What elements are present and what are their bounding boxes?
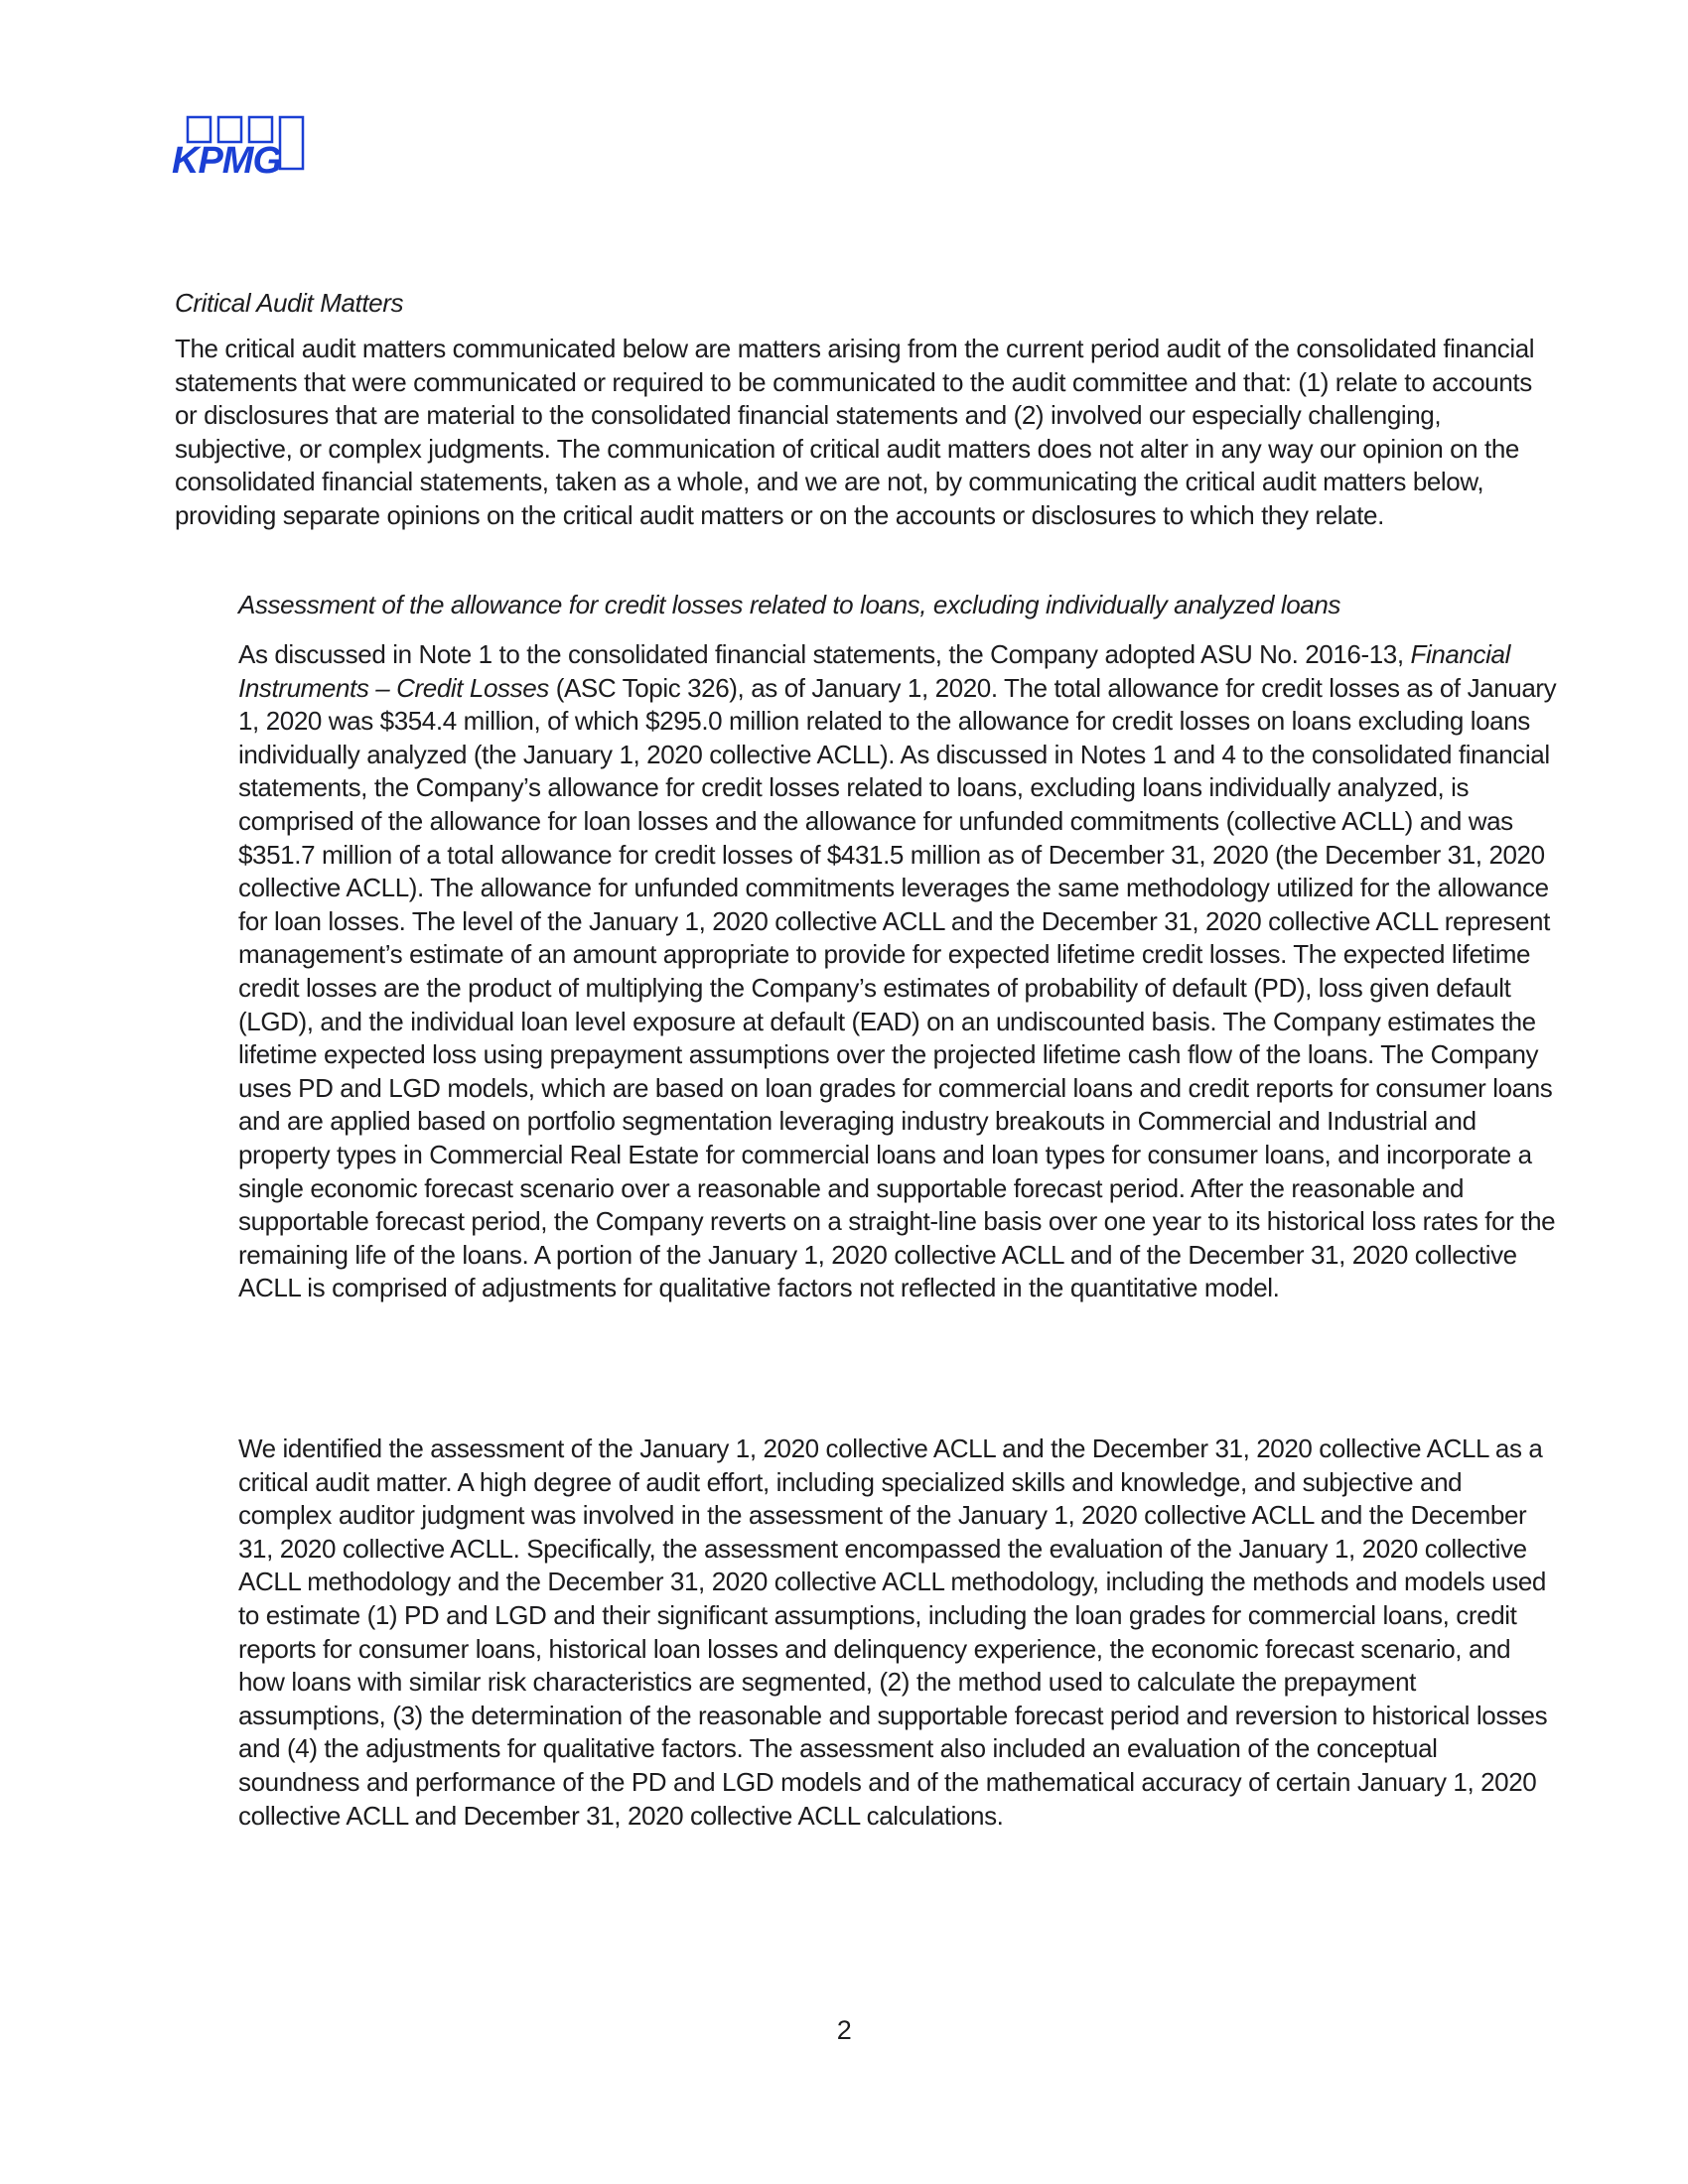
page-number: 2 [836,2015,852,2045]
paragraph-acll-rest: (ASC Topic 326), as of January 1, 2020. The total allowance for credit losses as of January 1, 2020 was $354.4 million, of which $295.0 million related to the allowance for credit losses on loans excluding loans individually analyzed (the January 1, 2020 collective ACLL). As discussed in Notes 1 and 4 to the consolidated financial statements, the Company’s allowance for credit losses related to loans, excluding loans individually analyzed, is comprised of the allowance for loan losses and the allowance for unfunded commitments (collective ACLL) and was $351.7 million of a total allowance for credit losses of $431.5 million as of December 31, 2020 (the December 31, 2020 collective ACLL). The allowance for unfunded commitments leverages the same methodology utilized for the allowance for loan losses. The level of the January 1, 2020 collective ACLL and the December 31, 2020 collective ACLL represent management’s estimate of an amount appropriate to provide for expected lifetime credit losses. The expected lifetime credit losses are the product of multiplying the Company’s estimates of probability of default (PD), loss given default (LGD), and the individual loan level exposure at default (EAD) on an undiscounted basis. The Company estimates the lifetime expected loss using prepayment assumptions over the projected lifetime cash flow of the loans. The Company uses PD and LGD models, which are based on loan grades for commercial loans and credit reports for consumer loans and are applied based on portfolio segmentation leveraging industry breakouts in Commercial and Industrial and property types in Commercial Real Estate for commercial loans and loan types for consumer loans, and incorporate a single economic forecast scenario over a reasonable and supportable forecast period. After the reasonable and supportable forecast period, the Company reverts on a straight-line basis over one year to its historical loss rates for the remaining life of the loans. A portion of the January 1, 2020 collective ACLL and of the December 31, 2020 collective ACLL is comprised of adjustments for qualitative factors not reflected in the quantitative model. [238,672,1557,1303]
paragraph-acll-description [238,638,1559,1305]
paragraph-acll-standard-title: Financial Instruments – Credit Losses [238,639,1510,703]
paragraph-critical-audit-matters-intro: The critical audit matters communicated below are matters arising from the current period audit of the consolidated financial statements that were communicated or required to be communicated to the audit committee and that: (1) relate to accounts or disclosures that are material to the consolidated financial statements and (2) involved our especially challenging, subjective, or complex judgments. The communication of critical audit matters does not alter in any way our opinion on the consolidated financial statements, taken as a whole, and we are not, by communicating the critical audit matters below, providing separate opinions on the critical audit matters or on the accounts or disclosures to which they relate. [175,334,1535,530]
kpmg-logo [171,111,320,183]
logo-box-1 [188,117,211,142]
paragraph-acll-lead: As discussed in Note 1 to the consolidated financial statements, the Company adopted ASU No. 2016-13, [238,639,1411,669]
logo-box-3 [249,117,272,142]
kpmg-logo-graphic [171,111,320,183]
subheading-acll-assessment: Assessment of the allowance for credit losses related to loans, excluding individually analyzed loans [238,590,1341,619]
page-heading-critical-audit-matters: Critical Audit Matters [175,288,404,318]
logo-box-4 [280,117,303,169]
paragraph-critical-audit-matter-assessment: We identified the assessment of the January 1, 2020 collective ACLL and the December 31, 2020 collective ACLL as a critical audit matter. A high degree of audit effort, including specialized skills and knowledge, and subjective and complex auditor judgment was involved in the assessment of the January 1, 2020 collective ACLL and the December 31, 2020 collective ACLL. Specifically, the assessment encompassed the evaluation of the January 1, 2020 collective ACLL methodology and the December 31, 2020 collective ACLL methodology, including the methods and models used to estimate (1) PD and LGD and their significant assumptions, including the loan grades for commercial loans, credit reports for consumer loans, historical loan losses and delinquency experience, the economic forecast scenario, and how loans with similar risk characteristics are segmented, (2) the method used to calculate the prepayment assumptions, (3) the determination of the reasonable and supportable forecast period and reversion to historical losses and (4) the adjustments for qualitative factors. The assessment also included an evaluation of the conceptual soundness and performance of the PD and LGD models and of the mathematical accuracy of certain January 1, 2020 collective ACLL and December 31, 2020 collective ACLL calculations. [238,1433,1548,1831]
kpmg-logo-text: KPMG [172,140,281,182]
logo-box-2 [218,117,241,142]
